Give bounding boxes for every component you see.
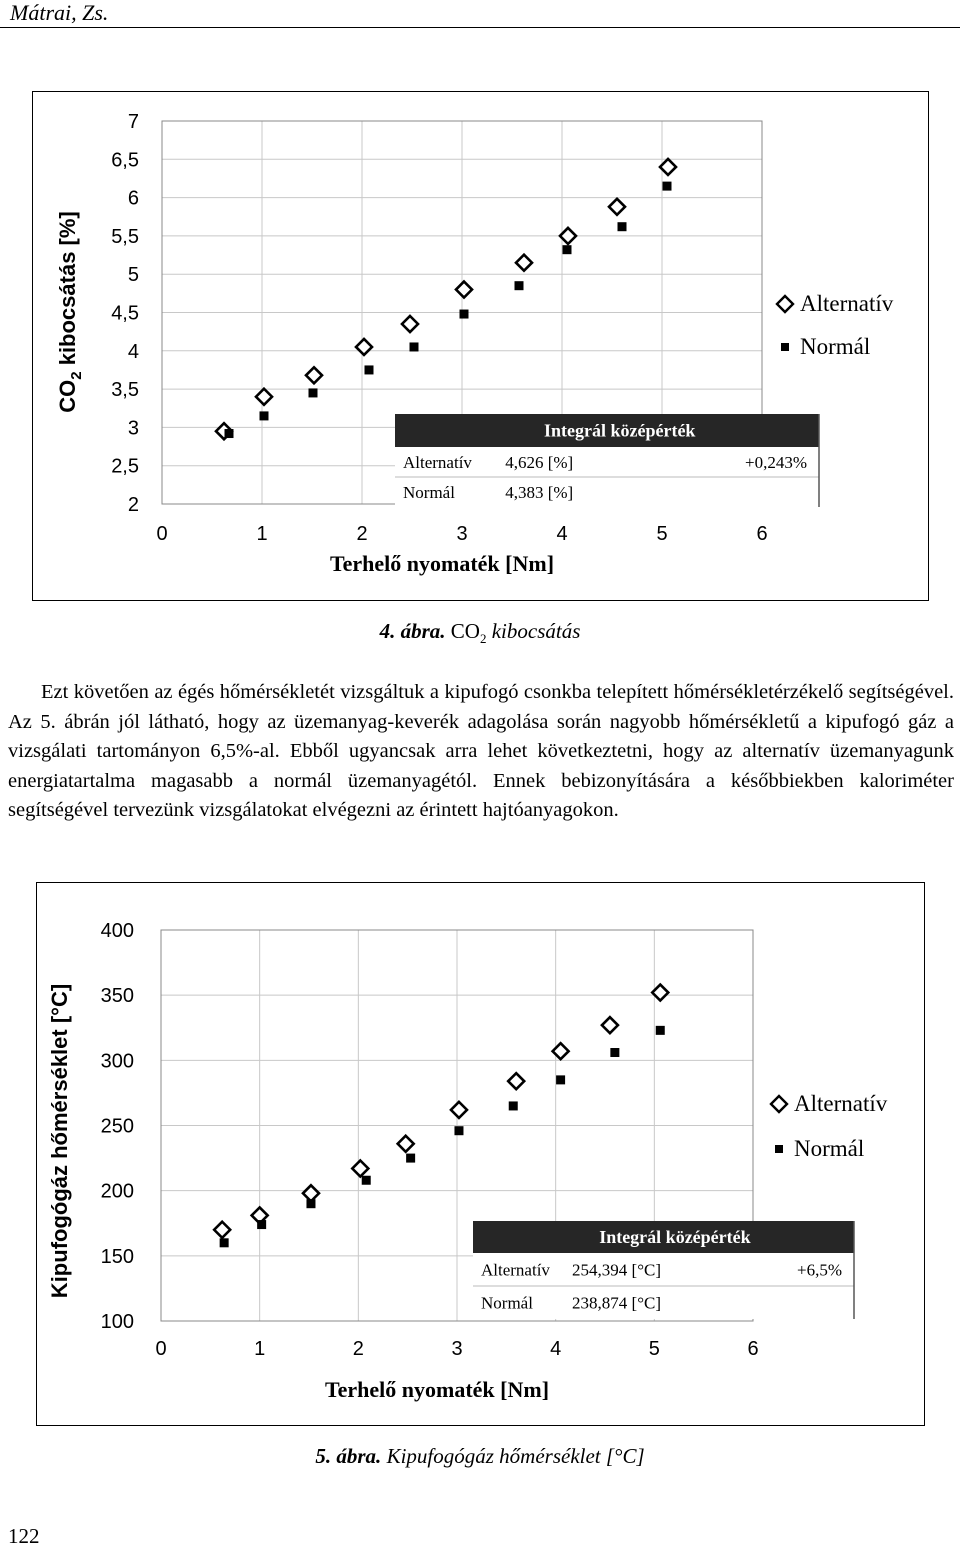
y-axis-label	[55, 211, 85, 413]
x-tick-label: 0	[156, 523, 168, 545]
y-tick-label: 350	[100, 985, 134, 1008]
normal-point	[362, 1176, 371, 1185]
alternativ-point	[553, 1043, 569, 1059]
x-tick-label: 5	[648, 1338, 660, 1360]
summary-row-delta: +6,5%	[797, 1260, 842, 1280]
page-number: 122	[8, 1524, 40, 1548]
normal-point	[306, 1199, 315, 1208]
legend-alternativ-marker	[771, 1096, 787, 1112]
normal-point	[220, 1238, 229, 1247]
figure-4-caption-number: 4. ábra.	[379, 619, 446, 643]
x-tick-label: 2	[352, 1338, 364, 1360]
y-tick-label: 6,5	[111, 149, 139, 172]
alternativ-point	[456, 282, 472, 298]
x-tick-label: 4	[556, 523, 568, 545]
legend-label: Alternatív	[794, 1091, 888, 1116]
normal-point	[365, 365, 374, 374]
y-tick-label: 3,5	[111, 379, 139, 402]
summary-row-value: 4,383 [%]	[505, 483, 574, 502]
figure-4-frame	[32, 91, 929, 601]
normal-point	[563, 245, 572, 254]
co2-emission-chart	[33, 92, 928, 600]
y-tick-label: 400	[100, 920, 134, 942]
y-tick-label: 250	[100, 1115, 134, 1138]
normal-point	[309, 388, 318, 397]
y-tick-label: 5	[127, 264, 139, 287]
summary-row-value: 254,394 [°C]	[572, 1260, 662, 1280]
y-tick-label: 200	[100, 1180, 134, 1203]
x-axis-label: Terhelő nyomaték [Nm]	[324, 1377, 550, 1402]
normal-point	[509, 1101, 518, 1110]
normal-point	[610, 1048, 619, 1057]
normal-point	[618, 222, 627, 231]
legend-alternativ-marker	[777, 296, 793, 312]
alternativ-point	[398, 1136, 414, 1152]
figure-4-caption-co: CO	[450, 619, 480, 643]
x-tick-label: 1	[254, 1338, 266, 1360]
x-tick-label: 3	[456, 523, 468, 545]
summary-row-delta: +0,243%	[745, 453, 807, 472]
body-paragraph	[8, 678, 954, 826]
figure-5-frame	[36, 882, 925, 1426]
y-tick-label: 7	[127, 111, 139, 133]
normal-point	[260, 411, 269, 420]
y-tick-label: 4,5	[111, 302, 139, 325]
alternativ-point	[402, 316, 418, 332]
legend-label: Normál	[800, 334, 871, 359]
normal-point	[225, 429, 234, 438]
y-tick-label: 3	[127, 417, 139, 440]
y-axis-label: Kipufogógáz hőmérséklet [°C]	[47, 983, 72, 1299]
summary-table-header: Integrál középérték	[543, 420, 696, 441]
x-tick-label: 3	[451, 1338, 463, 1360]
alternativ-point	[508, 1073, 524, 1089]
x-tick-label: 6	[747, 1338, 759, 1360]
summary-row-label: Normál	[481, 1293, 533, 1313]
figure-5-caption-rest: Kipufogógáz hőmérséklet [°C]	[381, 1444, 645, 1468]
normal-point	[663, 182, 672, 191]
figure-4-caption-rest: kibocsátás	[486, 619, 581, 643]
y-tick-label: 5,5	[111, 225, 139, 248]
summary-table-header: Integrál középérték	[599, 1227, 751, 1247]
x-tick-label: 1	[256, 523, 268, 545]
normal-point	[406, 1154, 415, 1163]
alternativ-point	[609, 199, 625, 215]
normal-point	[656, 1026, 665, 1035]
alternativ-point	[356, 339, 372, 355]
x-tick-label: 2	[356, 523, 368, 545]
y-axis-label-rest: kibocsátás [%]	[55, 211, 80, 372]
body-paragraph-text: Ezt követően az égés hőmérsékletét vizsgáltuk a kipufogó csonkba telepített hőmérsékletérzékelő segítségével. Az 5. ábrán jól látható, hogy az üzemanyag-keverék adagolása során nagyobb hőmérsékletű a kipufogó gáz a vizsgálati tartományon 6,5%-al. Ebből ugyancsak arra lehet következtetni, hogy az alternatív üzemanyagunk energiatartalma magasabb a normál üzemanyagétól. Ennek bebizonyítására a későbbiekben kaloriméter segítségével tervezünk vizsgálatokat elvégezni az érintett hajtóanyagokon.	[8, 681, 954, 821]
normal-point	[257, 1220, 266, 1229]
exhaust-temperature-chart	[37, 883, 924, 1425]
y-axis-label-main: CO	[55, 379, 80, 413]
header-rule	[0, 27, 960, 28]
legend-label: Alternatív	[800, 291, 894, 316]
normal-point	[556, 1075, 565, 1084]
figure-4-caption	[0, 619, 960, 647]
y-tick-label: 6	[127, 187, 139, 210]
alternativ-point	[352, 1161, 368, 1177]
normal-point	[460, 310, 469, 319]
summary-row-label: Alternatív	[403, 453, 472, 472]
y-tick-label: 300	[100, 1050, 134, 1073]
y-tick-label: 150	[100, 1245, 134, 1268]
x-tick-label: 6	[756, 523, 768, 545]
normal-point	[515, 281, 524, 290]
alternativ-point	[256, 389, 272, 405]
figure-4-caption-sub: 2	[479, 631, 487, 647]
y-tick-label: 100	[100, 1311, 134, 1333]
alternativ-point	[303, 1185, 319, 1201]
figure-5-caption-number: 5. ábra.	[315, 1444, 382, 1468]
alternativ-point	[306, 367, 322, 383]
legend-normal-marker	[781, 343, 789, 351]
x-tick-label: 0	[155, 1338, 167, 1360]
x-tick-label: 4	[550, 1338, 562, 1360]
legend-label: Normál	[794, 1136, 865, 1161]
y-axis-label-sub: 2	[68, 371, 85, 380]
normal-point	[454, 1126, 463, 1135]
alternativ-point	[214, 1222, 230, 1238]
x-tick-label: 5	[656, 523, 668, 545]
y-tick-label: 4	[127, 340, 139, 363]
alternativ-point	[451, 1102, 467, 1118]
figure-5-caption	[0, 1444, 960, 1469]
alternativ-point	[516, 255, 532, 271]
y-tick-label: 2	[127, 494, 139, 516]
running-header-author: Mátrai, Zs.	[10, 0, 109, 25]
summary-row-value: 238,874 [°C]	[572, 1293, 662, 1313]
legend-normal-marker	[775, 1145, 783, 1153]
y-tick-label: 2,5	[111, 455, 139, 478]
summary-row-label: Normál	[403, 483, 455, 502]
alternativ-point	[602, 1017, 618, 1033]
summary-row-label: Alternatív	[481, 1260, 550, 1280]
normal-point	[410, 342, 419, 351]
x-axis-label: Terhelő nyomaték [Nm]	[329, 551, 555, 576]
summary-row-value: 4,626 [%]	[505, 453, 574, 472]
